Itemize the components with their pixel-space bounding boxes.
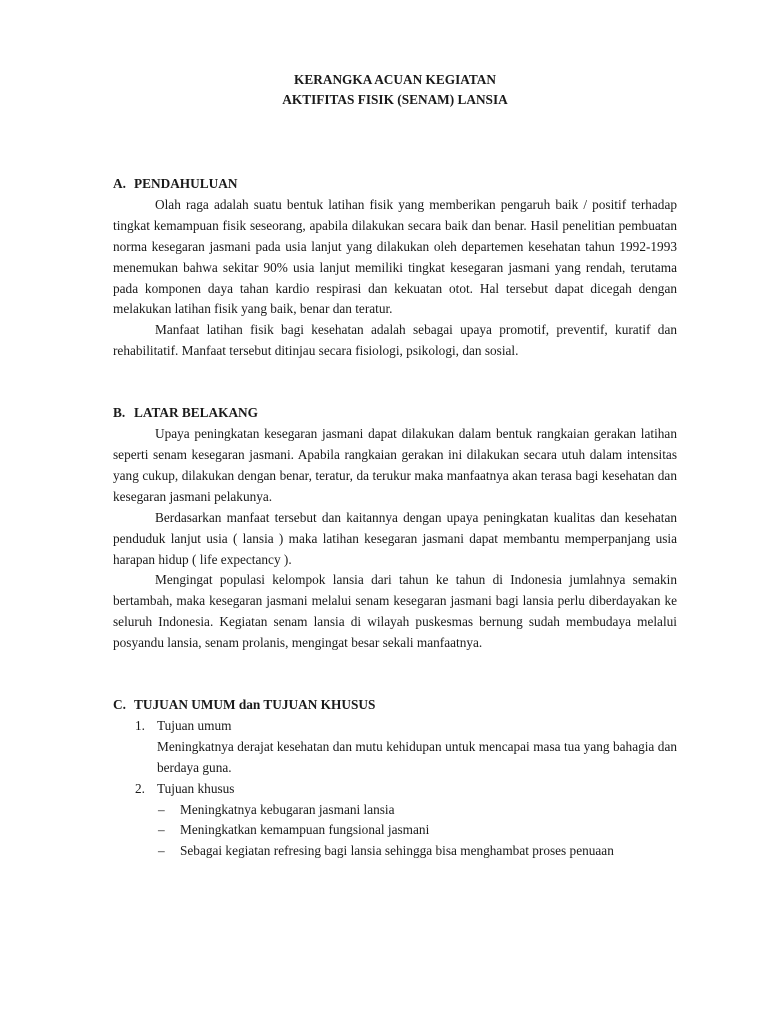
tujuan-umum-text: Meningkatnya derajat kesehatan dan mutu kehidupan untuk mencapai masa tua yang bahagia dan berdaya guna. <box>157 738 677 775</box>
section-a-paragraph-2: Manfaat latihan fisik bagi kesehatan adalah sebagai upaya promotif, preventif, kuratif dan rehabilitatif. Manfaat tersebut ditinjau secara fisiologi, psikologi, dan sosial. <box>113 322 677 359</box>
section-a-paragraph-1: Olah raga adalah suatu bentuk latihan fisik yang memberikan pengaruh baik / positif terhadap tingkat kemampuan fisik seseorang, apabila dilakukan secara baik dan benar. Hasil penelitian pembuatan norma kesegaran jasmani pada usia lanjut yang dilakukan oleh departemen kesehatan tahun 1992-1993 menemukan bahwa sekitar 90% usia lanjut memiliki tingkat kesegaran jasmani yang rendah, terutama pada komponen daya tahan kardio respirasi dan kekuatan otot. Hal tersebut dapat dicegah dengan melakukan latihan fisik yang baik, benar dan teratur. <box>113 196 677 317</box>
title-line-1: KERANGKA ACUAN KEGIATAN <box>294 72 496 87</box>
section-a-heading <box>113 174 677 195</box>
bullet-item <box>113 820 677 841</box>
section-c-title: TUJUAN UMUM dan TUJUAN KHUSUS <box>134 697 376 713</box>
bullet-text: Sebagai kegiatan refresing bagi lansia sehingga bisa menghambat proses penuaan <box>180 843 614 859</box>
bullet-text: Meningkatkan kemampuan fungsional jasmani <box>180 822 430 838</box>
list-item-label: Tujuan umum <box>157 717 232 733</box>
section-b-paragraph-1: Upaya peningkatan kesegaran jasmani dapat dilakukan dalam bentuk rangkaian gerakan latihan seperti senam kesegaran jasmani. Apabila rangkaian gerakan ini dilakukan secara utuh dalam intensitas yang cukup, dilakukan dengan benar, teratur, da terukur maka manfaatnya akan terasa bagi kesehatan dan kesegaran jasmani pelakunya. <box>113 426 677 504</box>
section-a-letter: A. <box>113 176 126 191</box>
section-a-title: PENDAHULUAN <box>134 176 238 191</box>
list-number: 1. <box>135 717 145 733</box>
section-b-title: LATAR BELAKANG <box>134 405 258 421</box>
list-number: 2. <box>135 780 145 796</box>
bullet-text: Meningkatnya kebugaran jasmani lansia <box>180 801 395 817</box>
list-item-label: Tujuan khusus <box>157 780 235 796</box>
section-c-letter: C. <box>113 697 126 713</box>
section-b-paragraph-3: Mengingat populasi kelompok lansia dari tahun ke tahun di Indonesia jumlahnya semakin bertambah, maka kesegaran jasmani melalui senam kesegaran jasmani bagi lansia perlu diberdayakan ke seluruh Indonesia. Kegiatan senam lansia di wilayah puskesmas bernung sudah membudaya melalui posyandu lansia, senam prolanis, mengingat besar sekali manfaatnya. <box>113 572 677 651</box>
document-title <box>113 70 677 110</box>
section-c-heading <box>113 695 677 716</box>
dash-bullet: – <box>158 801 165 817</box>
section-b-paragraph-2: Berdasarkan manfaat tersebut dan kaitannya dengan upaya peningkatan kualitas dan kesehatan penduduk lanjut usia ( lansia ) maka latihan kesegaran jasmani dapat membantu memperpanjang usia harapan hidup ( life expectancy ). <box>113 509 677 567</box>
bullet-item <box>113 841 677 862</box>
document-page <box>113 70 677 862</box>
dash-bullet: – <box>158 843 165 859</box>
dash-bullet: – <box>158 822 165 838</box>
section-b-letter: B. <box>113 405 126 421</box>
bullet-item <box>113 800 677 821</box>
title-line-2: AKTIFITAS FISIK (SENAM) LANSIA <box>282 92 508 107</box>
section-b-heading <box>113 403 677 424</box>
list-item-tujuan-khusus <box>113 779 677 800</box>
list-item-tujuan-umum <box>113 716 677 737</box>
